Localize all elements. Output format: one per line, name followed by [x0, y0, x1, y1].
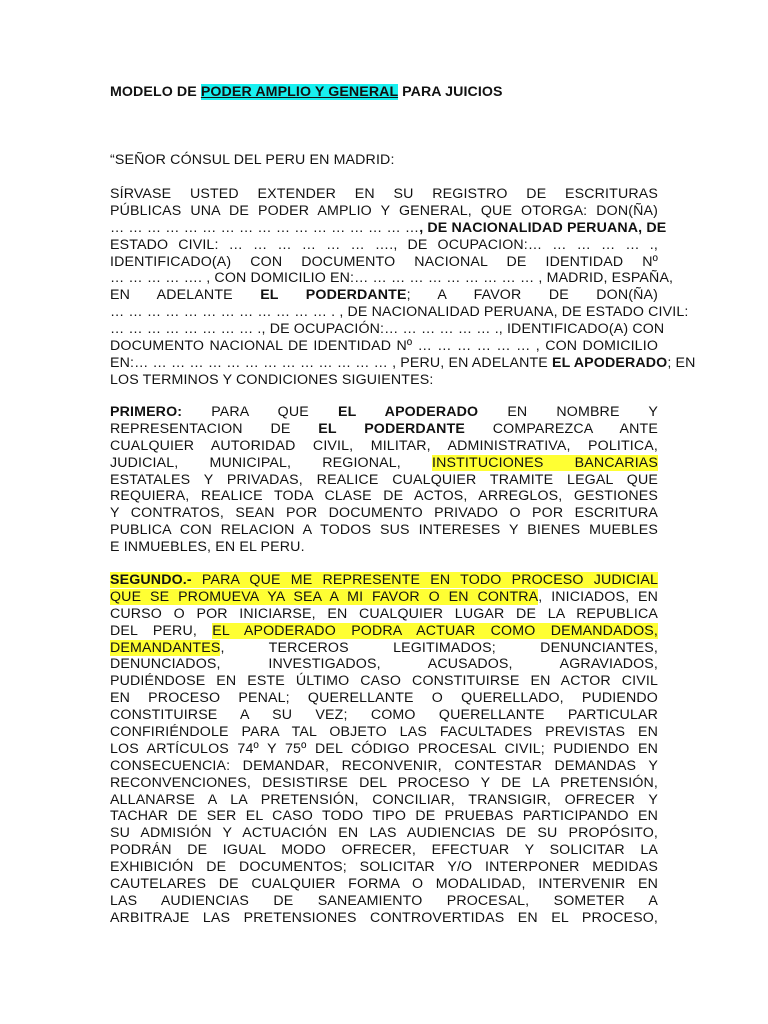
- segundo-line: RECONVENCIONES, DESISTIRSE DEL PROCESO Y DE LA PRETENSIÓN,: [110, 774, 658, 791]
- segundo-line: EN PROCESO PENAL; QUERELLANTE O QUERELLADO, PUDIENDO: [110, 690, 658, 707]
- salutation-paragraph: [110, 152, 658, 169]
- intro-text: … … … … … … … … … … … … … … … … …: [110, 219, 420, 236]
- intro-line: PÚBLICAS UNA DE PODER AMPLIO Y GENERAL, QUE OTORGA: DON(ÑA): [110, 202, 658, 219]
- primero-line: E INMUEBLES, EN EL PERU.: [110, 539, 305, 556]
- primero-text: PARA QUE: [182, 404, 338, 420]
- poderdante-term: EL PODERDANTE: [318, 420, 466, 437]
- segundo-line: ARBITRAJE LAS PRETENSIONES CONTROVERTIDAS EN EL PROCESO,: [110, 909, 658, 926]
- highlight-segundo-1: PARA QUE ME REPRESENTE EN TODO PROCESO JUDICIAL: [191, 572, 658, 588]
- primero-text: REPRESENTACION DE: [110, 420, 319, 437]
- segundo-line: CONSECUENCIA: DEMANDAR, RECONVENIR, CONTESTAR DEMANDAS Y: [110, 757, 658, 774]
- primero-text: JUDICIAL, MUNICIPAL, REGIONAL,: [110, 454, 433, 471]
- apoderado-term: EL APODERADO: [552, 354, 668, 371]
- segundo-line: ALLANARSE A LA PRETENSIÓN, CONCILIAR, TRANSIGIR, OFRECER Y: [110, 791, 658, 808]
- segundo-line: PUDIÉNDOSE EN ESTE ÚLTIMO CASO CONSTITUIRSE EN ACTOR CIVIL: [110, 673, 658, 690]
- segundo-heading: SEGUNDO.-: [110, 572, 192, 588]
- segundo-line: CONFIRIÉNDOLE PARA TAL OBJETO LAS FACULTADES PREVISTAS EN: [110, 724, 658, 741]
- segundo-line: [110, 623, 658, 640]
- highlight-segundo-2: QUE SE PROMUEVA YA SEA A MI FAVOR O EN CONTRA: [110, 588, 539, 605]
- intro-line: ESTADO CIVIL: … … … … … … …., DE OCUPACION:… … … … … .,: [110, 236, 658, 253]
- primero-line: REQUIERA, REALICE TODA CLASE DE ACTOS, ARREGLOS, GESTIONES: [110, 488, 658, 505]
- title-prefix: MODELO DE: [110, 84, 201, 100]
- primero-text: EN NOMBRE Y: [478, 404, 658, 420]
- highlight-apoderado-actuar: EL APODERADO PODRA ACTUAR COMO DEMANDADOS,: [212, 622, 658, 639]
- intro-line: [110, 287, 658, 304]
- segundo-text: DEL PERU,: [110, 622, 213, 639]
- intro-text: EN ADELANTE: [110, 287, 261, 304]
- intro-line: … … … … … … … … … … … … . , DE NACIONALIDAD PERUANA, DE ESTADO CIVIL:: [110, 304, 689, 321]
- intro-line: [110, 219, 667, 237]
- salutation: “SEÑOR CÓNSUL DEL PERU EN MADRID:: [110, 152, 395, 168]
- apoderado-term: EL APODERADO: [337, 404, 479, 420]
- primero-line: [110, 421, 658, 438]
- intro-paragraph: [110, 186, 696, 389]
- intro-line: SÍRVASE USTED EXTENDER EN SU REGISTRO DE ESCRITURAS: [110, 186, 658, 202]
- intro-line: … … … … …. , CON DOMICILIO EN:… … … … … … … … … … , MADRID, ESPAÑA,: [110, 270, 674, 287]
- highlight-instituciones: INSTITUCIONES BANCARIAS: [432, 454, 659, 471]
- intro-bold-comma: , DE NACIONALIDAD PERUANA, DE: [419, 219, 667, 236]
- segundo-line: [110, 572, 658, 589]
- segundo-line: EXHIBICIÓN DE DOCUMENTOS; SOLICITAR Y/O INTERPONER MEDIDAS: [110, 859, 658, 876]
- intro-text: EN:… … … … … … … … … … … … … … , PERU, EN ADELANTE: [110, 354, 553, 371]
- segundo-line: CURSO O POR INICIARSE, EN CUALQUIER LUGAR DE LA REPUBLICA: [110, 605, 658, 622]
- primero-line: Y CONTRATOS, SEAN POR DOCUMENTO PRIVADO O POR ESCRITURA: [110, 505, 658, 522]
- segundo-text: , INICIADOS, EN: [538, 588, 658, 605]
- segundo-line: TACHAR DE SER EL CASO TODO TIPO DE PRUEBAS PARTICIPANDO EN: [110, 808, 658, 825]
- segundo-line: [110, 640, 658, 657]
- title-suffix: PARA JUICIOS: [398, 84, 503, 100]
- primero-line: [110, 404, 658, 421]
- primero-heading: PRIMERO:: [110, 404, 183, 420]
- primero-paragraph: [110, 404, 658, 556]
- primero-line: CUALQUIER AUTORIDAD CIVIL, MILITAR, ADMINISTRATIVA, POLITICA,: [110, 437, 658, 454]
- segundo-text: , TERCEROS LEGITIMADOS; DENUNCIANTES,: [220, 639, 658, 656]
- segundo-line: DENUNCIADOS, INVESTIGADOS, ACUSADOS, AGRAVIADOS,: [110, 656, 658, 673]
- document-title: [110, 84, 503, 100]
- intro-text: ; EN: [667, 354, 696, 371]
- primero-line: [110, 455, 658, 472]
- title-highlight: PODER AMPLIO Y GENERAL: [200, 84, 399, 100]
- segundo-line: PODRÁN DE IGUAL MODO OFRECER, EFECTUAR Y SOLICITAR LA: [110, 842, 658, 859]
- highlight-demandantes: DEMANDANTES: [110, 639, 221, 656]
- primero-line: PUBLICA CON RELACION A TODOS SUS INTERESES Y BIENES MUEBLES: [110, 522, 658, 539]
- intro-text: ; A FAVOR DE DON(ÑA): [406, 287, 658, 304]
- intro-line: … … … … … … … … ., DE OCUPACIÓN:… … … … … … ., IDENTIFICADO(A) CON: [110, 321, 665, 338]
- poderdante-term: EL PODERDANTE: [260, 287, 407, 304]
- primero-line: ESTATALES Y PRIVADAS, REALICE CUALQUIER TRAMITE LEGAL QUE: [110, 471, 658, 488]
- segundo-line: LAS AUDIENCIAS DE SANEAMIENTO PROCESAL, SOMETER A: [110, 892, 658, 909]
- intro-line: LOS TERMINOS Y CONDICIONES SIGUIENTES:: [110, 371, 434, 388]
- segundo-line: CONSTITUIRSE A SU VEZ; COMO QUERELLANTE PARTICULAR: [110, 707, 658, 724]
- segundo-line: CAUTELARES DE CUALQUIER FORMA O MODALIDAD, INTERVENIR EN: [110, 876, 658, 893]
- intro-line: DOCUMENTO NACIONAL DE IDENTIDAD Nº … … … … … … , CON DOMICILIO: [110, 338, 658, 355]
- segundo-line: LOS ARTÍCULOS 74º Y 75º DEL CÓDIGO PROCESAL CIVIL; PUDIENDO EN: [110, 740, 658, 757]
- intro-line: IDENTIFICADO(A) CON DOCUMENTO NACIONAL DE IDENTIDAD Nº: [110, 253, 658, 270]
- segundo-line: SU ADMISIÓN Y ACTUACIÓN EN LAS AUDIENCIAS DE SU PROPÓSITO,: [110, 825, 658, 842]
- segundo-line: [110, 589, 658, 606]
- primero-text: COMPAREZCA ANTE: [465, 420, 658, 437]
- intro-line: [110, 354, 696, 372]
- segundo-paragraph: [110, 572, 658, 927]
